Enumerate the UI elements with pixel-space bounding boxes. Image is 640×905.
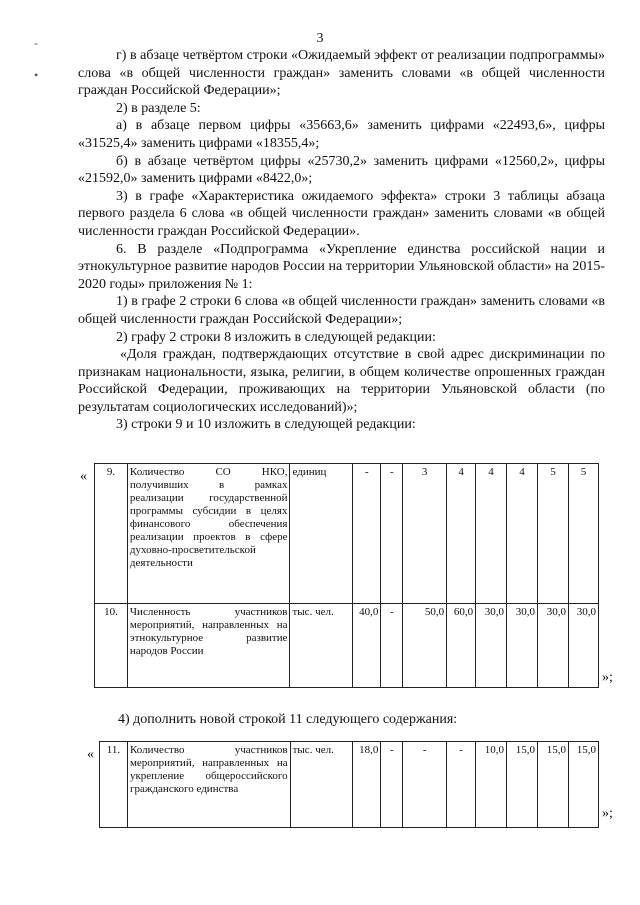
row-number: 9.	[95, 464, 128, 604]
paragraph: 3) строки 9 и 10 изложить в следующей редакции:	[116, 417, 416, 433]
body-text	[78, 47, 605, 434]
value-cell: 10,0	[476, 742, 507, 828]
value-cell: 30,0	[568, 604, 598, 688]
page-number: 3	[316, 31, 324, 46]
value-cell: 15,0	[507, 742, 538, 828]
value-cell: -	[381, 742, 403, 828]
row-number: 10.	[95, 604, 128, 688]
table1-open-quote: «	[80, 469, 87, 484]
paragraph: а) в абзаце первом цифры «35663,6» заменить цифрами «22493,6», цифры «31525,4» заменить цифрами «18355,4»;	[78, 118, 605, 151]
value-cell: 3	[403, 464, 447, 604]
row-description: Численность участников мероприятий, направленных на этнокультурное развитие народов России	[127, 604, 290, 688]
value-cell: 5	[568, 464, 598, 604]
value-cell: 30,0	[476, 604, 507, 688]
value-cell: 30,0	[537, 604, 568, 688]
value-cell: 15,0	[538, 742, 569, 828]
table-row	[95, 464, 599, 604]
table1	[94, 463, 599, 688]
value-cell: 50,0	[403, 604, 447, 688]
row-number: 11.	[100, 742, 128, 828]
margin-mark-dot: •	[34, 68, 39, 82]
paragraph: б) в абзаце четвёртом цифры «25730,2» заменить цифрами «12560,2», цифры «21592,0» заменить цифрами «8422,0»;	[78, 153, 605, 187]
value-cell: 4	[507, 464, 538, 604]
value-cell: -	[403, 742, 447, 828]
value-cell: -	[381, 464, 403, 604]
value-cell: 5	[537, 464, 568, 604]
table-row	[100, 742, 599, 828]
paragraph: 1) в графе 2 строки 6 слова «в общей численности граждан» заменить словами «в общей численности граждан Российской Федерации»;	[78, 294, 605, 327]
quoted-paragraph: «Доля граждан, подтверждающих отсутствие в свой адрес дискриминации по признакам национальности, языка, религии, в общем количестве опрошенных граждан Российской Федерации, проживающих на территории Ульяновской области (по результатам социологических исследований)»;	[78, 347, 605, 415]
value-cell: 18,0	[353, 742, 381, 828]
table2-open-quote: «	[87, 747, 94, 762]
paragraph: г) в абзаце четвёртом строки «Ожидаемый эффект от реализации подпрограммы» слова «в общей численности граждан» заменить словами «в общей численности граждан Российской Федерации»;	[78, 48, 605, 99]
value-cell: 4	[476, 464, 507, 604]
table-row	[95, 604, 599, 688]
table2-close-mark: »;	[602, 806, 613, 821]
value-cell: -	[447, 742, 476, 828]
value-cell: 30,0	[507, 604, 538, 688]
paragraph: 3) в графе «Характеристика ожидаемого эффекта» строки 3 таблицы абзаца первого раздела 6 слова «в общей численности граждан» заменить словами «в общей численности граждан Российской Федерации».	[78, 188, 605, 239]
value-cell: 60,0	[447, 604, 476, 688]
value-cell: 15,0	[568, 742, 598, 828]
margin-mark-dash: -	[34, 36, 38, 50]
value-cell: 40,0	[353, 604, 381, 688]
table1-close-mark: »;	[602, 670, 613, 685]
paragraph: 2) графу 2 строки 8 изложить в следующей редакции:	[116, 329, 436, 345]
value-cell: -	[381, 604, 403, 688]
row-description: Количество СО НКО, получивших в рамках реализации государственной программы субсидии в целях финансового обеспечения реализации проектов в сфере духовно-просветительской деятельности	[127, 464, 290, 604]
row-unit: тыс. чел.	[290, 742, 353, 828]
row-unit: единиц	[290, 464, 353, 604]
paragraph: 6. В разделе «Подпрограмма «Укрепление единства российской нации и этнокультурное развитие народов России на территории Ульяновской области» на 2015-2020 годы» приложения № 1:	[78, 241, 605, 292]
row-unit: тыс. чел.	[290, 604, 353, 688]
paragraph: 2) в разделе 5:	[116, 100, 201, 116]
section-4-heading: 4) дополнить новой строкой 11 следующего содержания:	[118, 712, 458, 727]
table2	[99, 741, 599, 828]
value-cell: 4	[447, 464, 476, 604]
value-cell: -	[353, 464, 381, 604]
row-description: Количество участников мероприятий, направленных на укрепление общероссийского гражданского единства	[127, 742, 290, 828]
